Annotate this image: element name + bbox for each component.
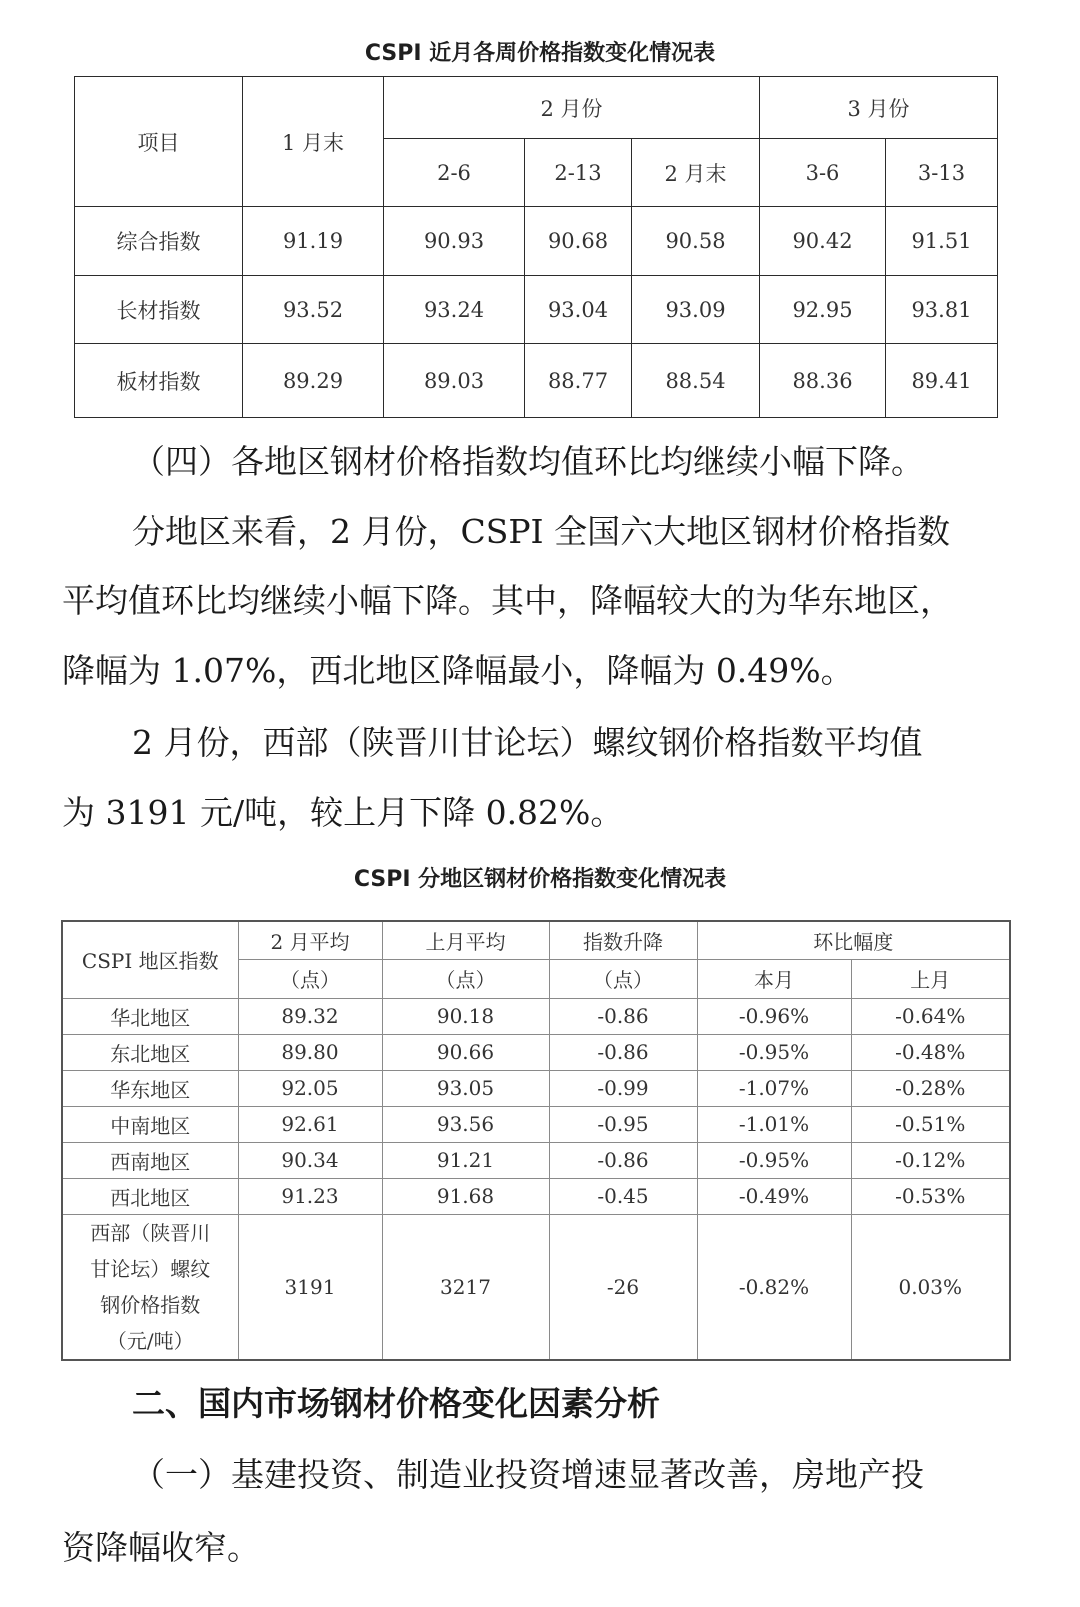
cell: -0.51%	[851, 1106, 1010, 1142]
cell: -0.82%	[697, 1214, 851, 1360]
row-label-line: （元/吨）	[106, 1328, 194, 1353]
cell: 91.51	[886, 207, 998, 276]
cell: 90.66	[382, 1034, 549, 1070]
row-label: 板材指数	[75, 344, 243, 418]
header-unit: （点）	[549, 959, 697, 998]
row-label-multiline	[62, 1214, 238, 1360]
cell: -0.86	[549, 1034, 697, 1070]
cell: -0.12%	[851, 1142, 1010, 1178]
cell: 89.80	[238, 1034, 382, 1070]
header-jan-end: 1 月末	[243, 77, 384, 207]
cell: 3191	[238, 1214, 382, 1360]
table-row	[75, 276, 998, 344]
row-label: 长材指数	[75, 276, 243, 344]
row-label-line: 钢价格指数	[100, 1292, 201, 1317]
table-row	[62, 1214, 1010, 1360]
header-prev-avg: 上月平均	[382, 921, 549, 959]
header-unit: （点）	[382, 959, 549, 998]
cell: 91.19	[243, 207, 384, 276]
table-row	[75, 207, 998, 276]
header-unit: （点）	[238, 959, 382, 998]
table-row	[62, 1106, 1010, 1142]
header-col: 2 月末	[632, 139, 760, 207]
regional-index-table	[61, 920, 1011, 1361]
header-this-month: 本月	[697, 959, 851, 998]
cell: 93.09	[632, 276, 760, 344]
cell: 92.61	[238, 1106, 382, 1142]
cell: 90.58	[632, 207, 760, 276]
cell: 89.29	[243, 344, 384, 418]
paragraph-line: 降幅为 1.07%，西北地区降幅最小，降幅为 0.49%。	[62, 651, 854, 690]
header-item: 项目	[75, 77, 243, 207]
cell: -0.96%	[697, 998, 851, 1034]
header-last-month: 上月	[851, 959, 1010, 998]
subsection-heading-line: 资降幅收窄。	[62, 1528, 260, 1567]
header-col: 2-13	[525, 139, 632, 207]
cell: 88.36	[760, 344, 886, 418]
table2-title: CSPI 分地区钢材价格指数变化情况表	[353, 867, 727, 892]
paragraph-line: 为 3191 元/吨，较上月下降 0.82%。	[62, 793, 624, 832]
table1-title: CSPI 近月各周价格指数变化情况表	[364, 41, 716, 66]
table-row	[75, 344, 998, 418]
cell: -0.99	[549, 1070, 697, 1106]
table-row	[62, 1142, 1010, 1178]
cell: 93.24	[384, 276, 525, 344]
cell: 88.77	[525, 344, 632, 418]
table-row	[62, 1070, 1010, 1106]
row-label-line: 西部（陕晋川	[90, 1220, 211, 1245]
cell: 89.32	[238, 998, 382, 1034]
table-row	[62, 1178, 1010, 1214]
cell: 89.03	[384, 344, 525, 418]
cell: -0.86	[549, 1142, 697, 1178]
header-mar: 3 月份	[760, 77, 998, 139]
table-row	[62, 998, 1010, 1034]
header-change: 指数升降	[549, 921, 697, 959]
cell: 3217	[382, 1214, 549, 1360]
cell: 93.56	[382, 1106, 549, 1142]
cell: 90.93	[384, 207, 525, 276]
cell: 93.81	[886, 276, 998, 344]
cell: 90.34	[238, 1142, 382, 1178]
row-label: 东北地区	[62, 1034, 238, 1070]
cell: 92.95	[760, 276, 886, 344]
cell: -26	[549, 1214, 697, 1360]
cell: -0.45	[549, 1178, 697, 1214]
cell: -1.07%	[697, 1070, 851, 1106]
row-label: 华北地区	[62, 998, 238, 1034]
table-row	[62, 1034, 1010, 1070]
row-label: 综合指数	[75, 207, 243, 276]
paragraph-line: 分地区来看，2 月份，CSPI 全国六大地区钢材价格指数	[132, 512, 951, 551]
cell: 91.68	[382, 1178, 549, 1214]
row-label: 西南地区	[62, 1142, 238, 1178]
row-label: 西北地区	[62, 1178, 238, 1214]
cell: -0.28%	[851, 1070, 1010, 1106]
section4-heading: （四）各地区钢材价格指数均值环比均继续小幅下降。	[132, 442, 924, 481]
cell: 90.68	[525, 207, 632, 276]
cell: 0.03%	[851, 1214, 1010, 1360]
section2-heading: 二、国内市场钢材价格变化因素分析	[132, 1384, 660, 1423]
cell: 93.05	[382, 1070, 549, 1106]
cell: 90.18	[382, 998, 549, 1034]
row-label: 中南地区	[62, 1106, 238, 1142]
cell: 92.05	[238, 1070, 382, 1106]
header-col: 3-6	[760, 139, 886, 207]
header-feb: 2 月份	[384, 77, 760, 139]
cell: -0.86	[549, 998, 697, 1034]
cell: 91.21	[382, 1142, 549, 1178]
cell: -0.49%	[697, 1178, 851, 1214]
cell: 93.04	[525, 276, 632, 344]
cell: 90.42	[760, 207, 886, 276]
paragraph-line: 平均值环比均继续小幅下降。其中，降幅较大的为华东地区，	[62, 581, 953, 620]
cell: -0.53%	[851, 1178, 1010, 1214]
header-region: CSPI 地区指数	[62, 921, 238, 998]
subsection-heading-line: （一）基建投资、制造业投资增速显著改善，房地产投	[132, 1455, 924, 1494]
cell: -1.01%	[697, 1106, 851, 1142]
header-col: 3-13	[886, 139, 998, 207]
cell: -0.95	[549, 1106, 697, 1142]
weekly-index-table	[74, 76, 998, 418]
cell: 89.41	[886, 344, 998, 418]
cell: -0.64%	[851, 998, 1010, 1034]
cell: 91.23	[238, 1178, 382, 1214]
header-col: 2-6	[384, 139, 525, 207]
cell: 88.54	[632, 344, 760, 418]
cell: -0.95%	[697, 1034, 851, 1070]
header-feb-avg: 2 月平均	[238, 921, 382, 959]
cell: 93.52	[243, 276, 384, 344]
row-label-line: 甘论坛）螺纹	[90, 1256, 211, 1281]
paragraph-line: 2 月份，西部（陕晋川甘论坛）螺纹钢价格指数平均值	[132, 723, 923, 762]
header-mom: 环比幅度	[697, 921, 1010, 959]
row-label: 华东地区	[62, 1070, 238, 1106]
cell: -0.95%	[697, 1142, 851, 1178]
cell: -0.48%	[851, 1034, 1010, 1070]
